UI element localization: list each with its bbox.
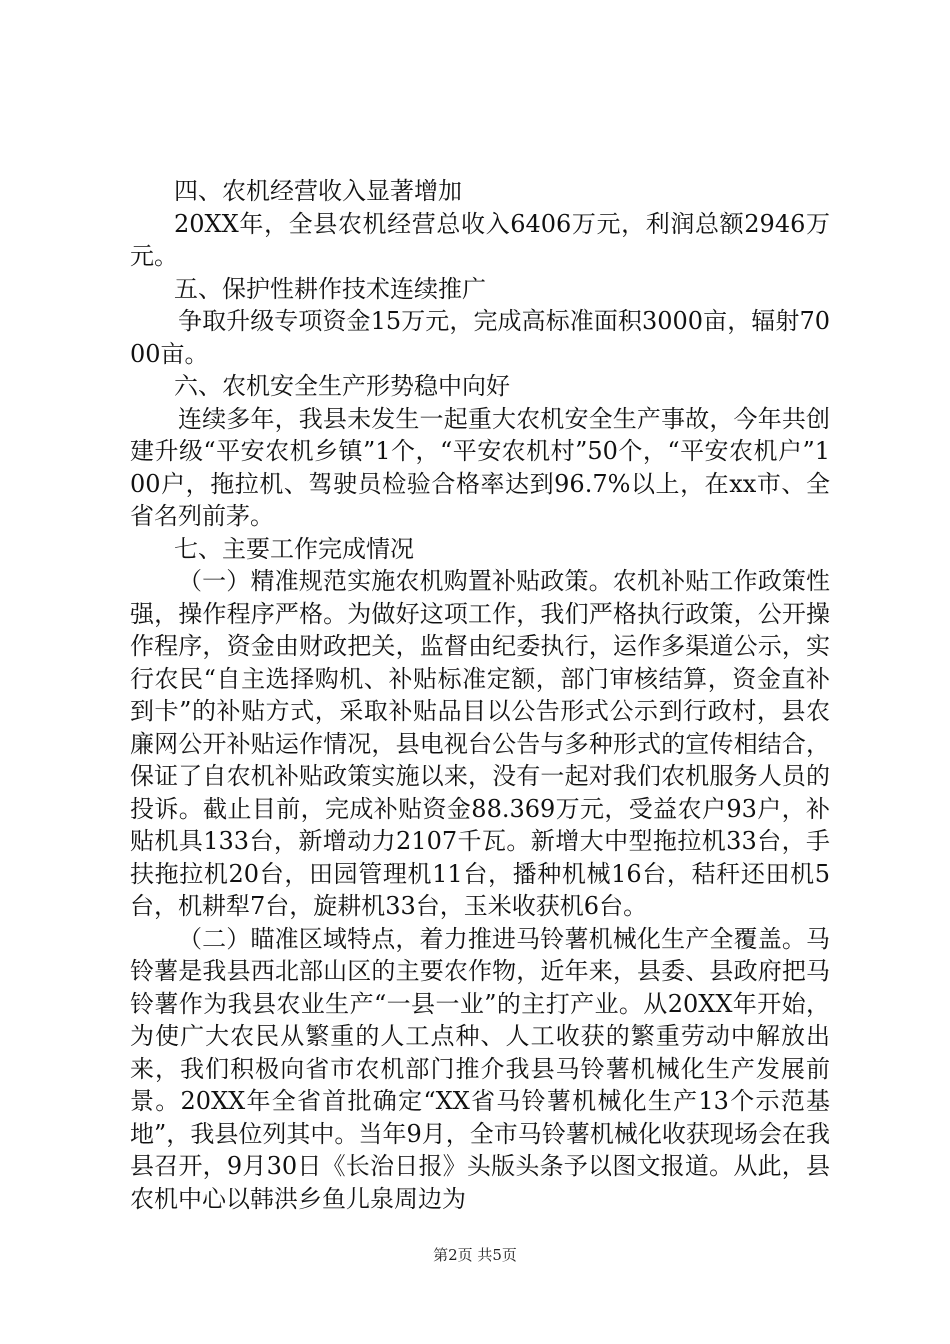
- heading-4: 四、农机经营收入显著增加: [174, 177, 462, 205]
- paragraph-subsidy: （一）精准规范实施农机购置补贴政策。农机补贴工作政策性强，操作程序严格。为做好这项工作，我们严格执行政策，公开操作程序，资金由财政把关，监督由纪委执行，运作多渠道公示，实行农民“自主选择购机、补贴标准定额，部门审核结算，资金直补到卡”的补贴方式，采取补贴品目以公告形式公示到行政村，县农廉网公开补贴运作情况，县电视台公告与多种形式的宣传相结合，保证了自农机补贴政策实施以来，没有一起对我们农机服务人员的投诉。截止目前，完成补贴资金88.369万元，受益农户93户，补贴机具133台，新增动力2107千瓦。新增大中型拖拉机33台，手扶拖拉机20台，田园管理机11台，播种机械16台，秸秆还田机5台，机耕犁7台，旋耕机33台，玉米收获机6台。: [130, 567, 830, 920]
- document-body: [130, 175, 830, 1215]
- heading-5: 五、保护性耕作技术连续推广: [174, 274, 486, 303]
- paragraph-potato: （二）瞄准区域特点，着力推进马铃薯机械化生产全覆盖。马铃薯是我县西北部山区的主要农作物，近年来，县委、县政府把马铃薯作为我县农业生产“一县一业”的主打产业。从20XX年开始，为使广大农民从繁重的人工点种、人工收获的繁重劳动中解放出来，我们积极向省市农机部门推介我县马铃薯机械化生产发展前景。20XX年全省首批确定“XX省马铃薯机械化生产13个示范基地”，我县位列其中。当年9月，全市马铃薯机械化收获现场会在我县召开，9月30日《长治日报》头版头条予以图文报道。从此，县农机中心以韩洪乡鱼儿泉周边为: [130, 924, 830, 1213]
- heading-6: 六、农机安全生产形势稳中向好: [174, 372, 510, 400]
- paragraph-income: 20XX年，全县农机经营总收入6406万元，利润总额2946万元。: [130, 209, 830, 270]
- paragraph-safety: 连续多年，我县未发生一起重大农机安全生产事故，今年共创建升级“平安农机乡镇”1个，“平安农机村”50个，“平安农机户”100户，拖拉机、驾驶员检验合格率达到96.7%以上，在xx市、全省名列前茅。: [130, 404, 830, 530]
- heading-7: 七、主要工作完成情况: [174, 534, 414, 563]
- paragraph-conservation-tillage: 争取升级专项资金15万元，完成高标准面积3000亩，辐射7000亩。: [130, 307, 830, 368]
- page-footer: 第2页 共5页: [433, 1246, 517, 1264]
